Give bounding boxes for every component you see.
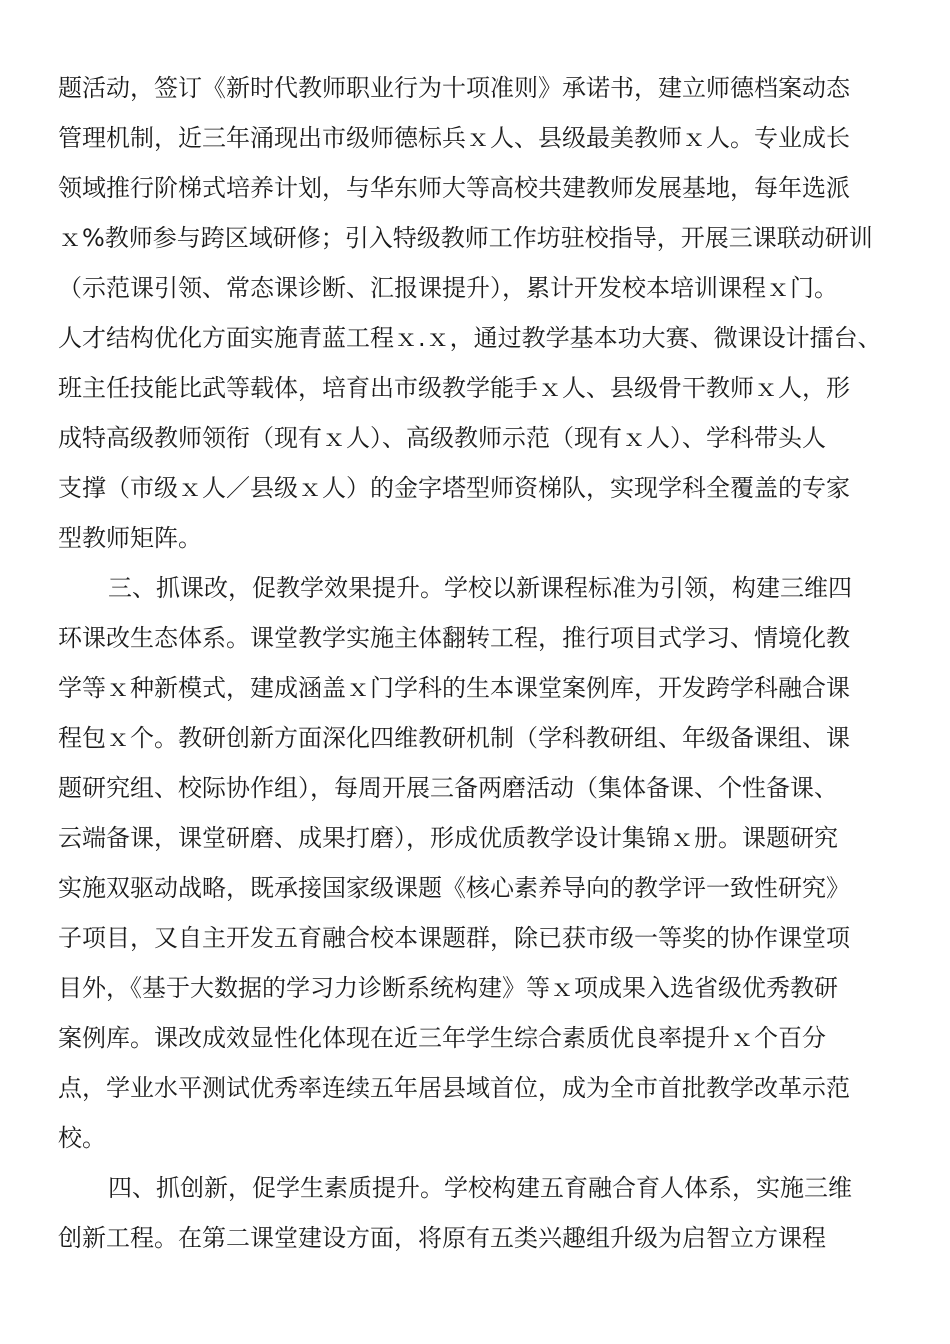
text-line: 实施双驱动战略，既承接国家级课题《核心素养导向的教学评一致性研究》 <box>58 874 850 902</box>
text-line: 型教师矩阵。 <box>58 524 202 552</box>
text-line: 创新工程。在第二课堂建设方面，将原有五类兴趣组升级为启智立方课程 <box>58 1224 826 1252</box>
text-line: 点，学业水平测试优秀率连续五年居县域首位，成为全市首批教学改革示范 <box>58 1074 850 1102</box>
text-line: 管理机制，近三年涌现出市级师德标兵ｘ人、县级最美教师ｘ人。专业成长 <box>58 124 850 152</box>
text-line: 案例库。课改成效显性化体现在近三年学生综合素质优良率提升ｘ个百分 <box>58 1024 826 1052</box>
text-line: 校。 <box>58 1124 106 1152</box>
text-line: 环课改生态体系。课堂教学实施主体翻转工程，推行项目式学习、情境化教 <box>58 624 850 652</box>
text-line: 题活动，签订《新时代教师职业行为十项准则》承诺书，建立师德档案动态 <box>58 74 850 102</box>
text-line: 云端备课，课堂研磨、成果打磨），形成优质教学设计集锦ｘ册。课题研究 <box>58 824 838 852</box>
text-line: 支撑（市级ｘ人／县级ｘ人）的金字塔型师资梯队，实现学科全覆盖的专家 <box>58 474 850 502</box>
text-line: 题研究组、校际协作组），每周开展三备两磨活动（集体备课、个性备课、 <box>58 774 838 802</box>
text-line: 领域推行阶梯式培养计划，与华东师大等高校共建教师发展基地，每年选派 <box>58 174 850 202</box>
text-line: 成特高级教师领衔（现有ｘ人）、高级教师示范（现有ｘ人）、学科带头人 <box>58 424 826 452</box>
text-line: 班主任技能比武等载体，培育出市级教学能手ｘ人、县级骨干教师ｘ人，形 <box>58 374 850 402</box>
text-line: 学等ｘ种新模式，建成涵盖ｘ门学科的生本课堂案例库，开发跨学科融合课 <box>58 674 850 702</box>
text-line: 人才结构优化方面实施青蓝工程ｘ.ｘ，通过教学基本功大赛、微课设计擂台、 <box>58 324 882 352</box>
text-line: 程包ｘ个。教研创新方面深化四维教研机制（学科教研组、年级备课组、课 <box>58 724 850 752</box>
text-line: 子项目，又自主开发五育融合校本课题群，除已获市级一等奖的协作课堂项 <box>58 924 850 952</box>
text-line: （示范课引领、常态课诊断、汇报课提升），累计开发校本培训课程ｘ门。 <box>58 274 838 302</box>
text-line: 目外，《基于大数据的学习力诊断系统构建》等ｘ项成果入选省级优秀教研 <box>58 974 838 1002</box>
section-heading-line: 三、抓课改，促教学效果提升。学校以新课程标准为引领，构建三维四 <box>108 574 852 602</box>
text-line: ｘ%教师参与跨区域研修；引入特级教师工作坊驻校指导，开展三课联动研训 <box>58 224 873 252</box>
section-heading-line: 四、抓创新，促学生素质提升。学校构建五育融合育人体系，实施三维 <box>108 1174 852 1202</box>
